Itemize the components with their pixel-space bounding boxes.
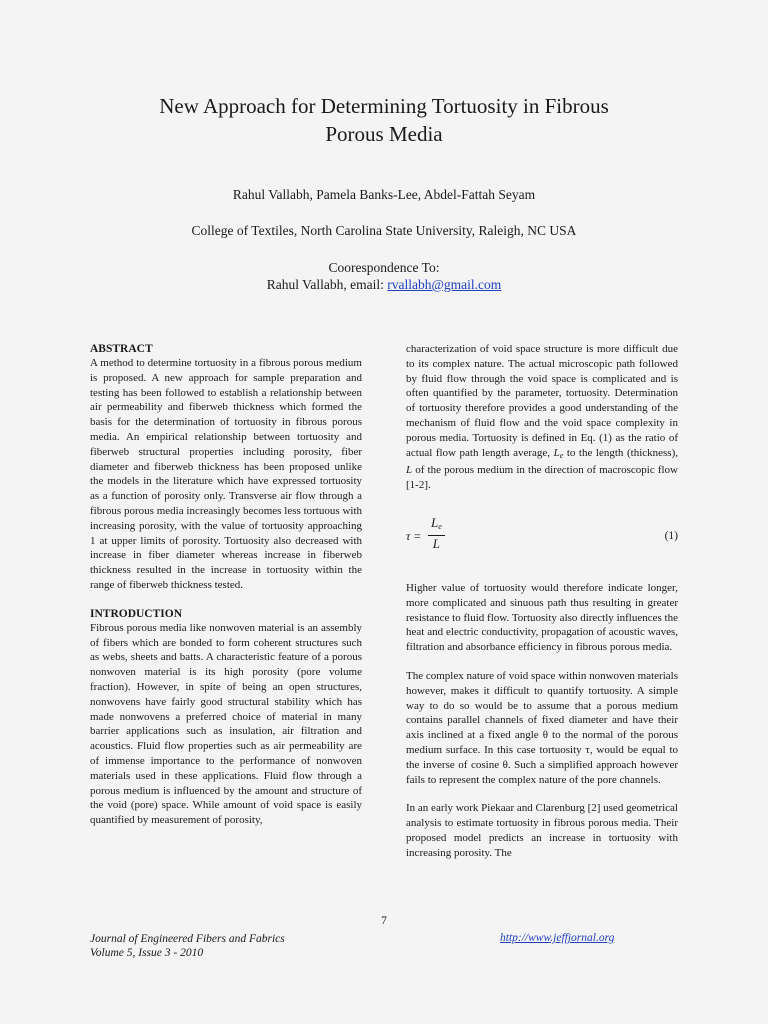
correspondence-label: Coorespondence To: [328,260,440,275]
journal-volume: Volume 5, Issue 3 - 2010 [90,947,204,959]
abstract-heading: ABSTRACT [90,343,153,355]
journal-footer [90,932,285,960]
piekaar-paragraph: In an early work Piekaar and Clarenburg [2] used geometrical analysis to estimate tortuosity in fibrous porous media. Their proposed model predicts an increase in tortuosity with increasing porosity. The [406,802,678,859]
tortuosity-effects-paragraph: Higher value of tortuosity would therefore indicate longer, more complicated and sinuous path thus resulting in greater resistance to fluid flow. Tortuosity also directly influences the heat and electric conductivity, propagation of acoustic waves, filtration and absorbance efficiency in fibrous porous media. [406,581,678,654]
equation-fraction [428,515,445,552]
correspondence-prefix: Rahul Vallabh, email: [266,277,388,292]
abstract-text: A method to determine tortuosity in a fibrous porous medium is proposed. A new approach for sample preparation and testing has been followed to establish a relationship between air permeability and fiberweb thickness which formed the basis for the determination of tortuosity in fibrous porous media. An empirical relationship between tortuosity and fiberweb structural properties including porosity, fiber diameter and fiberweb thickness has been proposed unlike the models in the literature which have expressed tortuosity as a function of porosity only. Transverse air flow through a fibrous porous media increasingly becomes less tortuous with increasing porosity, with the value of tortuosity approaching 1 at upper limits of porosity. Tortuosity also decreased with increase in fiber diameter whereas increase in fiberweb thickness resulted in the increase in tortuosity within the range of fiberweb thickness tested. [90,357,362,591]
correspondence-line [0,276,768,293]
email-link[interactable]: rvallabh@gmail.com [387,277,502,292]
numerator-subscript: e [438,521,442,531]
paper-title [90,92,678,148]
para1-text-c: of the porous medium in the direction of macroscopic flow [1-2]. [406,464,678,492]
para1-text-a: characterization of void space structure is more difficult due to its complex nature. The actual microscopic path followed by fluid flow through the void space is complicated and is often quantified by the parameter, tortuosity. Determination of tortuosity therefore provides a good understanding of the mechanism of fluid flow and the void space complexity in porous media. Tortuosity is defined in Eq. (1) as the ratio of actual flow path length average, [406,343,678,459]
author-list: Rahul Vallabh, Pamela Banks-Lee, Abdel-Fattah Seyam [232,187,536,202]
equation-1 [406,509,678,571]
introduction-heading: INTRODUCTION [90,607,183,620]
journal-url-link[interactable]: http://www.jeffjornal.org [500,932,615,944]
numerator-symbol: L [431,514,439,530]
equation-lhs: τ = [406,528,422,543]
le-subscript: e [559,450,564,460]
tortuosity-definition-paragraph [406,342,678,493]
page-number: 7 [381,915,387,927]
right-column [406,342,678,861]
void-space-paragraph: The complex nature of void space within nonwoven materials however, makes it difficult to quantify tortuosity. A simple way to do so would be to assume that a porous medium contains parallel channels of fixed diameter and have their axis inclined at a fixed angle θ to the normal of the porous medium surface. In this case tortuosity τ, would be equal to the inverse of cosine θ. Such a simplified approach however fails to represent the complex nature of the pore channels. [406,669,678,786]
equation-label: (1) [664,529,678,542]
para1-text-b: to the length (thickness), [563,446,678,459]
le-symbol: L [553,446,560,459]
equation-numerator [428,515,445,536]
left-column [90,342,362,828]
l-symbol: L [406,464,413,477]
journal-name: Journal of Engineered Fibers and Fabrics [90,933,285,945]
affiliation: College of Textiles, North Carolina State University, Raleigh, NC USA [191,223,577,238]
introduction-text: Fibrous porous media like nonwoven material is an assembly of fibers which are bonded to form coherent structures such as webs, sheets and batts. A characteristic feature of a porous nonwoven material is its high porosity (pore volume fraction). However, in spite of being an open structures, nonwovens have fairly good structural stability which has made nonwovens a preferred choice of material in many barrier applications such as insulation, air filtration and acoustics. Fluid flow properties such as air permeability are of immense importance to the performance of nonwoven materials used in these applications. Fluid flow through a porous medium is influenced by the amount and structure of the void (pore) space. While amount of void space is easily quantified by measurement of porosity, [90,621,362,827]
title-line-1: New Approach for Determining Tortuosity in Fibrous [159,94,609,118]
equation-denominator: L [432,535,441,551]
title-line-2: Porous Media [325,122,443,146]
